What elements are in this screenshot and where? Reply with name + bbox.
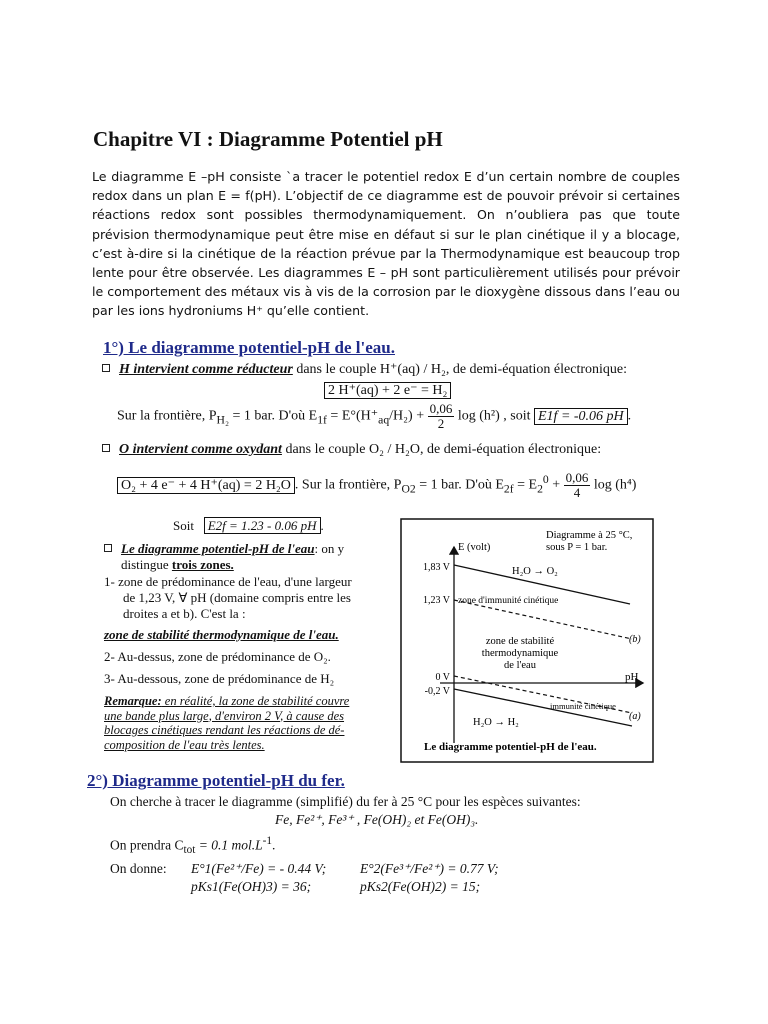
donne-label: On donne: [110, 861, 167, 876]
h-reducer-rest: dans le couple H⁺(aq) / H₂, de demi-équation électronique: [292, 362, 627, 377]
fraction-2: $\frac{0,06}{4}$ [565, 470, 589, 500]
e2f-result: E2f = 1.23 - 0.06 pH [204, 517, 321, 534]
tick-0: 0 V [435, 672, 450, 683]
stability-zone-title: zone de stabilité thermodynamique de l'eau. [104, 627, 339, 642]
water-ph-diagram [400, 518, 654, 763]
o-half-equation: O₂ + 4 e⁻ + 4 H⁺(aq) = 2 H₂O [117, 477, 295, 494]
zone-stab-2: thermodynamique [481, 648, 559, 659]
diagram-note-1: Diagramme à 25 °C, [546, 530, 633, 541]
pks2-value: pKs2(Fe(OH)2) = 15; [360, 879, 481, 894]
e2-value: E°2(Fe³⁺/Fe²⁺) = 0.77 V; [360, 861, 499, 876]
species-list: Fe, Fe²⁺, Fe³⁺ , Fe(OH)₂ et Fe(OH)₃. [275, 812, 479, 827]
diagram-caption: Le diagramme potentiel-pH de l'eau. [424, 741, 597, 753]
tick-minus-0-2: -0,2 V [424, 686, 450, 697]
section2-intro: On cherche à tracer le diagramme (simplifié) du fer à 25 °C pour les espèces suivantes: [110, 794, 581, 809]
zones-list: Le diagramme potentiel-pH de l'eau: on y distingue trois zones. 1- zone de prédominance de l'eau, d'une largeur de 1,23 V, ∀ pH (domaine compris entre les droites a et b). C'est la : zone de stabilité thermodynamique de l'eau. 2- Au-dessus, zone de prédominance de O₂. 3- Au-dessous, zone de prédominance de H₂ [104, 541, 396, 687]
frontier2-line: O₂ + 4 e⁻ + 4 H⁺(aq) = 2 H₂O . Sur la frontière, $P_{O2} = 1$ bar. D'où $E_{2f} = E_2^0$ + $\frac{0,06}{4}$ log (h⁴) [117, 471, 636, 500]
x-axis-label: pH [625, 671, 639, 683]
soit-line: Soit E2f = 1.23 - 0.06 pH . [173, 518, 324, 533]
section1-heading: 1°) Le diagramme potentiel-pH de l'eau. [103, 338, 395, 357]
o-oxidant-bold: O intervient comme oxydant [119, 442, 282, 457]
zone-stab-1: zone de stabilité [485, 636, 555, 647]
line-b-label: (b) [629, 634, 641, 645]
h-half-equation: 2 H⁺(aq) + 2 e⁻ = H₂ [324, 382, 451, 399]
o-oxidant-rest: dans le couple O₂ / H₂O, de demi-équation électronique: [281, 442, 602, 457]
zone-immunite-label: zone d'immunité cinétique [458, 596, 559, 606]
diagram-note-2: sous P = 1 bar. [546, 542, 608, 553]
intro-paragraph: Le diagramme E –pH consiste `a tracer le potentiel redox E d’un certain nombre de couples redox dans un plan E = f(pH). L’objectif de ce diagramme est de pouvoir prévoir si certaines réactions redox sont possibles thermodynamiquement. On n’oubliera pas que toute prévision thermodynamique peut être mise en défaut si sur le plan cinétique il y a blocage, c’est à-dire si la cinétique de la réaction prévue par la Thermodynamique est beaucoup trop lente pour être observée. Les diagrammes E – pH sont particulièrement utilisés pour prévoir le comportement des métaux vis à vis de la corrosion par le dioxygène dissous dans l’eau ou par les ions hydroniums H⁺ qu’elle contient. [92, 169, 680, 319]
page-title: Chapitre VI : Diagramme Potentiel pH [93, 127, 443, 151]
checkbox-bullet-icon [102, 364, 110, 372]
upper-reaction: H₂O → O₂ [512, 566, 558, 577]
e1f-result: E1f = -0.06 pH [534, 408, 628, 425]
line-a-label: (a) [629, 711, 641, 722]
immunite-cinetique-label: immunité cinétique [550, 701, 616, 711]
remark: Remarque: en réalité, la zone de stabilité couvre une bande plus large, d'environ 2 V, à cause des blocages cinétiques rendant les réactions de dé- composition de l'eau très lentes. [104, 694, 350, 752]
checkbox-bullet-icon [102, 444, 110, 452]
h-reducer-line [102, 361, 627, 378]
y-axis-label: E (volt) [458, 542, 491, 553]
section2-heading: 2°) Diagramme potentiel-pH du fer. [87, 771, 345, 790]
frontier1-line: Sur la frontière, $P_{H_2} = 1$ bar. D'où $E_{1f} = E^\circ(H^+_{aq}/H_2)$ + $\frac{0,06}{2}$ log (h²) , soit E1f = -0.06 pH . [117, 401, 632, 431]
fraction-1: $\frac{0,06}{2}$ [429, 401, 453, 431]
e1-value: E°1(Fe²⁺/Fe) = - 0.44 V; [191, 861, 327, 876]
tick-1-83: 1,83 V [422, 562, 450, 573]
h-reducer-bold: H intervient comme réducteur [119, 362, 293, 377]
o-oxidant-line [102, 442, 601, 458]
pks1-value: pKs1(Fe(OH)3) = 36; [191, 879, 312, 894]
tick-1-23: 1,23 V [422, 595, 450, 606]
ctot-line: On prendra $C_{tot} = 0.1$ $mol.L^{-1}$. [110, 835, 276, 857]
lower-reaction: H₂O → H₂ [473, 717, 519, 728]
zone-stab-3: de l'eau [504, 660, 536, 671]
checkbox-bullet-icon [104, 544, 112, 552]
